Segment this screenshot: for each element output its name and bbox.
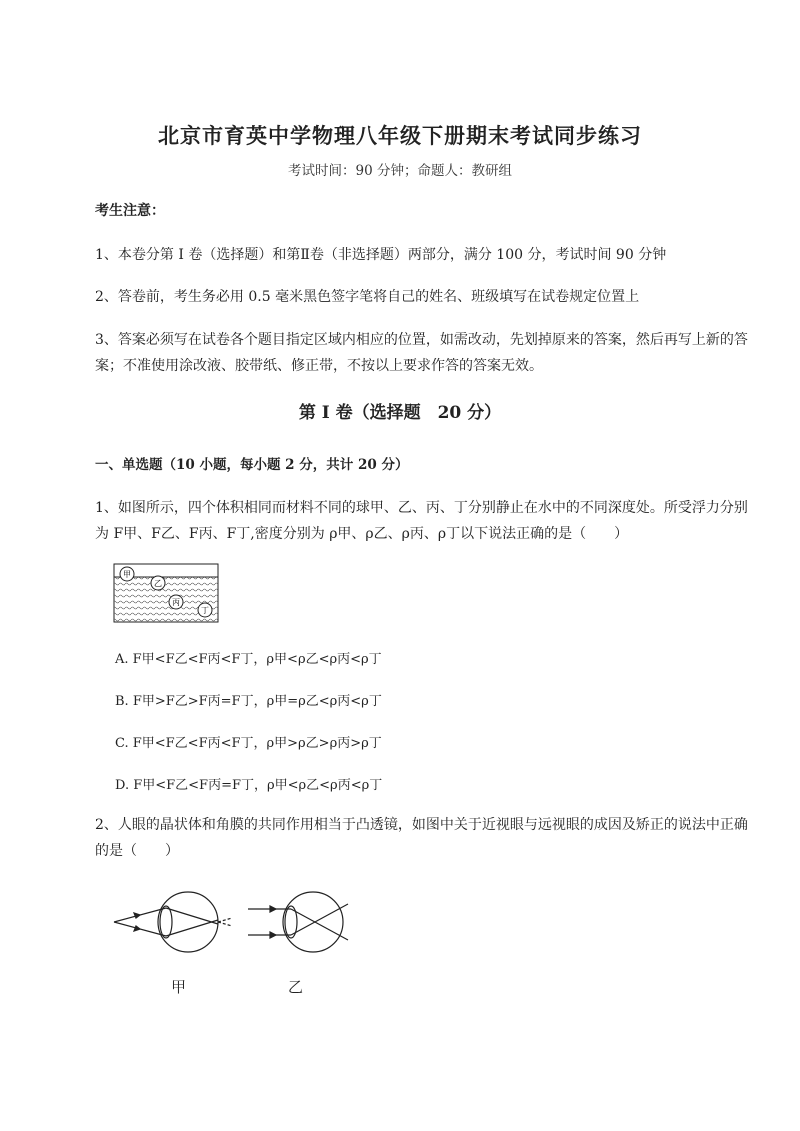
question-2-text: 2、人眼的晶状体和角膜的共同作用相当于凸透镜，如图中关于近视眼与远视眼的成因及矫正的说法中正确的是（ ） xyxy=(95,817,748,859)
q2-eye-figures xyxy=(108,882,358,962)
document-subtitle: 考试时间：90 分钟；命题人：教研组 xyxy=(288,163,512,179)
notice-item-2: 2、答卷前，考生务必用 0.5 毫米黑色签字笔将自己的姓名、班级填写在试卷规定位置上 xyxy=(95,289,640,305)
document-title: 北京市育英中学物理八年级下册期末考试同步练习 xyxy=(158,123,642,148)
eye-diagram-yi xyxy=(248,892,348,952)
q1-option-b: B. F甲>F乙>F丙=F丁，ρ甲=ρ乙<ρ丙<ρ丁 xyxy=(115,694,382,709)
eye-diagram-jia xyxy=(114,892,232,952)
question-1-text: 1、如图所示，四个体积相同而材料不同的球甲、乙、丙、丁分别静止在水中的不同深度处。所受浮力分别为 F甲、F乙、F丙、F丁,密度分别为 ρ甲、ρ乙、ρ丙、ρ丁以下说法正确的是（ ） xyxy=(95,500,748,542)
ball-label-ding: 丁 xyxy=(201,606,209,615)
q1-option-c: C. F甲<F乙<F丙<F丁，ρ甲>ρ乙>ρ丙>ρ丁 xyxy=(115,736,382,751)
part-heading: 一、单选题（10 小题，每小题 2 分，共计 20 分） xyxy=(95,457,409,473)
notice-item-1: 1、本卷分第 I 卷（选择题）和第Ⅱ卷（非选择题）两部分，满分 100 分，考试时间 90 分钟 xyxy=(95,247,667,263)
q2-figure-label-yi: 乙 xyxy=(288,978,304,996)
q1-water-figure xyxy=(113,563,219,623)
ball-label-bing: 丙 xyxy=(172,598,180,607)
q1-option-d: D. F甲<F乙<F丙=F丁，ρ甲<ρ乙<ρ丙<ρ丁 xyxy=(115,778,383,793)
ball-label-jia: 甲 xyxy=(123,570,131,579)
q2-figure-label-jia: 甲 xyxy=(171,978,187,996)
ball-label-yi: 乙 xyxy=(154,579,162,588)
section-title: 第 I 卷（选择题 20 分） xyxy=(298,403,502,423)
notice-item-3: 3、答案必须写在试卷各个题目指定区域内相应的位置，如需改动，先划掉原来的答案，然后再写上新的答案；不准使用涂改液、胶带纸、修正带，不按以上要求作答的答案无效。 xyxy=(95,332,748,374)
notice-heading: 考生注意： xyxy=(95,203,165,219)
q1-option-a: A. F甲<F乙<F丙<F丁，ρ甲<ρ乙<ρ丙<ρ丁 xyxy=(115,652,382,667)
